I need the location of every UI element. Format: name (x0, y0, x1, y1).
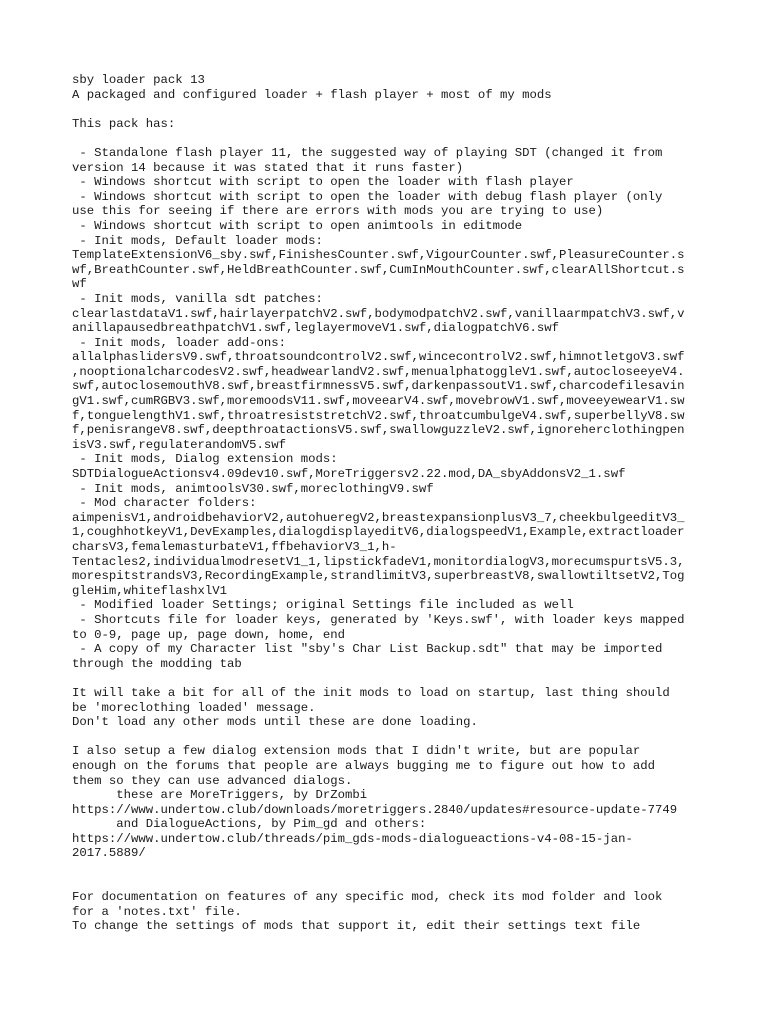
text-line: - Shortcuts file for loader keys, generated by 'Keys.swf', with loader keys mapped (72, 612, 685, 627)
text-line: SDTDialogueActionsv4.09dev10.swf,MoreTriggersv2.22.mod,DA_sbyAddonsV2_1.swf (72, 467, 626, 482)
text-line: A packaged and configured loader + flash player + most of my mods (72, 87, 552, 102)
text-line: I also setup a few dialog extension mods that I didn't write, but are popular (72, 744, 641, 759)
text-line: 2017.5889/ (72, 846, 146, 861)
text-line: sby loader pack 13 (72, 73, 205, 87)
text-line: - Modified loader Settings; original Settings file included as well (72, 598, 574, 613)
text-line (72, 102, 704, 117)
text-line: TemplateExtensionV6_sby.swf,FinishesCounter.swf,VigourCounter.swf,PleasureCounter.s (72, 248, 685, 263)
text-line: enough on the forums that people are always bugging me to figure out how to add (72, 758, 655, 773)
text-line: f,penisrangeV8.swf,deepthroatactionsV5.swf,swallowguzzleV2.swf,ignoreherclothingpen (72, 423, 685, 438)
text-line: - Init mods, animtoolsV30.swf,moreclothingV9.swf (72, 481, 434, 496)
text-line (72, 861, 704, 876)
text-line: wf (72, 277, 87, 292)
text-line: This pack has: (72, 116, 176, 131)
text-line: morespitstrandsV3,RecordingExample,strandlimitV3,superbreastV8,swallowtiltsetV2,Tog (72, 569, 685, 584)
text-line: isV3.swf,regulaterandomV5.swf (72, 437, 287, 452)
text-line: swf,autoclosemouthV8.swf,breastfirmnessV5.swf,darkenpassoutV1.swf,charcodefilesavin (72, 379, 685, 394)
text-line: anillapausedbreathpatchV1.swf,leglayermoveV1.swf,dialogpatchV6.swf (72, 321, 560, 336)
text-line (72, 671, 704, 686)
text-line: f,tonguelengthV1.swf,throatresiststretchV2.swf,throatcumbulgeV4.swf,superbellyV8.sw (72, 408, 685, 423)
text-line (72, 876, 704, 891)
text-line: - Init mods, Default loader mods: (72, 233, 323, 248)
text-line: version 14 because it was stated that it runs faster) (72, 160, 464, 175)
text-line: Tentacles2,individualmodresetV1_1,lipstickfadeV1,monitordialogV3,morecumspurtsV5.3, (72, 554, 685, 569)
text-line: - A copy of my Character list "sby's Char List Backup.sdt" that may be imported (72, 642, 663, 657)
text-line: gV1.swf,cumRGBV3.swf,moremoodsV11.swf,moveearV4.swf,movebrowV1.swf,moveeyewearV1.sw (72, 394, 685, 409)
text-line: them so they can use advanced dialogs. (72, 773, 353, 788)
text-line: 1,coughhotkeyV1,DevExamples,dialogdisplayeditV6,dialogspeedV1,Example,extractloader (72, 525, 685, 540)
text-line: - Init mods, Dialog extension mods: (72, 452, 338, 467)
text-line: https://www.undertow.club/downloads/moretriggers.2840/updates#resource-update-7749 (72, 802, 678, 817)
text-line: these are MoreTriggers, by DrZombi (72, 788, 368, 803)
text-line: be 'moreclothing loaded' message. (72, 700, 316, 715)
text-line: - Init mods, loader add-ons: (72, 335, 287, 350)
text-line: - Windows shortcut with script to open the loader with debug flash player (only (72, 189, 663, 204)
text-line: aimpenisV1,androidbehaviorV2,autohueregV2,breastexpansionplusV3_7,cheekbulgeeditV3_ (72, 510, 685, 525)
text-line: charsV3,femalemasturbateV1,ffbehaviorV3_1,h- (72, 540, 397, 554)
text-line: wf,BreathCounter.swf,HeldBreathCounter.swf,CumInMouthCounter.swf,clearAllShortcut.s (72, 262, 685, 277)
text-line: To change the settings of mods that support it, edit their settings text file (72, 919, 641, 934)
text-line: - Init mods, vanilla sdt patches: (72, 291, 323, 306)
text-line: - Windows shortcut with script to open animtools in editmode (72, 218, 523, 233)
text-line: https://www.undertow.club/threads/pim_gds-mods-dialogueactions-v4-08-15-jan- (72, 831, 633, 846)
text-line: - Mod character folders: (72, 496, 257, 511)
text-line: Don't load any other mods until these are done loading. (72, 715, 478, 730)
text-line: for a 'notes.txt' file. (72, 904, 242, 919)
text-line: through the modding tab (72, 656, 242, 671)
text-line: to 0-9, page up, page down, home, end (72, 627, 346, 642)
text-line: gleHim,whiteflashxlV1 (72, 583, 227, 598)
text-line: use this for seeing if there are errors with mods you are trying to use) (72, 204, 604, 219)
text-line: For documentation on features of any specific mod, check its mod folder and look (72, 890, 663, 905)
text-line: and DialogueActions, by Pim_gd and others: (72, 817, 427, 832)
text-line (72, 730, 704, 745)
text-line: - Windows shortcut with script to open the loader with flash player (72, 175, 574, 190)
text-line (72, 131, 704, 146)
document-body (72, 73, 704, 934)
text-line: clearlastdataV1.swf,hairlayerpatchV2.swf,bodymodpatchV2.swf,vanillaarmpatchV3.swf,v (72, 306, 685, 321)
text-line: It will take a bit for all of the init mods to load on startup, last thing should (72, 685, 670, 700)
text-line: allalphaslidersV9.swf,throatsoundcontrolV2.swf,wincecontrolV2.swf,himnotletgoV3.swf (72, 350, 685, 365)
text-line: - Standalone flash player 11, the suggested way of playing SDT (changed it from (72, 145, 663, 160)
text-line: ,nooptionalcharcodesV2.swf,headwearlandV2.swf,menualphatoggleV1.swf,autocloseeyeV4. (72, 364, 685, 379)
